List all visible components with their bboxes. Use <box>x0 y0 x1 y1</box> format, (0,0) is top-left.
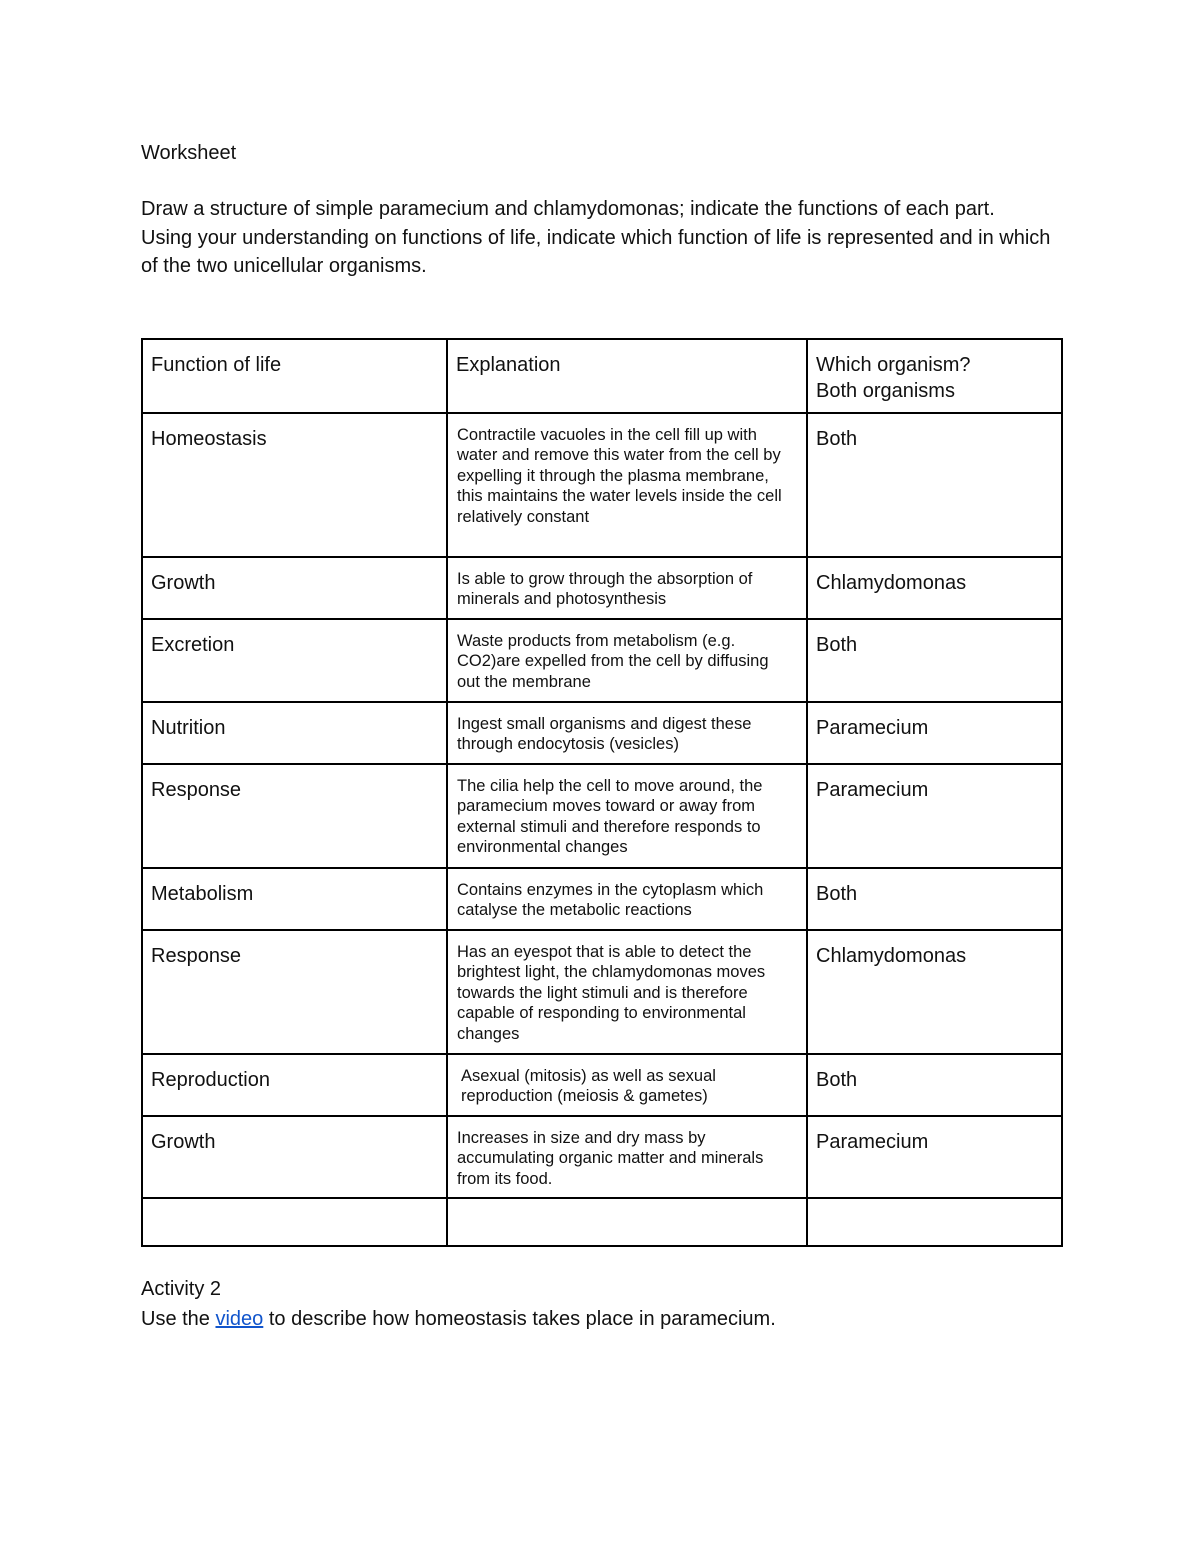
row-organism: Chlamydomonas <box>807 557 1062 619</box>
row-function: Excretion <box>142 619 447 702</box>
table-row <box>142 764 1062 868</box>
header-explanation: Explanation <box>447 339 807 413</box>
row-function: Metabolism <box>142 868 447 930</box>
table-header-row <box>142 339 1062 413</box>
row-function: Reproduction <box>142 1054 447 1116</box>
row-explanation: Increases in size and dry mass by accumulating organic matter and minerals from its food. <box>447 1116 807 1198</box>
activity-2-text-after: to describe how homeostasis takes place in paramecium. <box>263 1308 776 1330</box>
table-row <box>142 557 1062 619</box>
activity-2-section <box>141 1274 1061 1334</box>
table-row <box>142 930 1062 1054</box>
row-explanation: Has an eyespot that is able to detect the brightest light, the chlamydomonas moves towards the light stimuli and is therefore capable of responding to environmental changes <box>447 930 807 1054</box>
activity-2-instruction <box>141 1304 1061 1334</box>
functions-of-life-table <box>141 338 1063 1247</box>
row-organism: Both <box>807 619 1062 702</box>
empty-cell <box>142 1198 447 1246</box>
header-function: Function of life <box>142 339 447 413</box>
row-explanation: Waste products from metabolism (e.g. CO2)are expelled from the cell by diffusing out the membrane <box>447 619 807 702</box>
row-organism: Both <box>807 1054 1062 1116</box>
row-function: Response <box>142 764 447 868</box>
table-row-empty <box>142 1198 1062 1246</box>
table-row <box>142 868 1062 930</box>
row-function: Growth <box>142 1116 447 1198</box>
activity-2-text-before: Use the <box>141 1308 216 1330</box>
header-organism-both: Both organisms <box>816 380 955 402</box>
document-body <box>141 138 1061 281</box>
table-row <box>142 1116 1062 1198</box>
row-function: Nutrition <box>142 702 447 764</box>
row-organism: Paramecium <box>807 764 1062 868</box>
table-row <box>142 1054 1062 1116</box>
row-function: Response <box>142 930 447 1054</box>
row-explanation: Contractile vacuoles in the cell fill up with water and remove this water from the cell by expelling it through the plasma membrane, this maintains the water levels inside the cell relatively constant <box>447 413 807 557</box>
row-function: Homeostasis <box>142 413 447 557</box>
row-organism: Paramecium <box>807 1116 1062 1198</box>
video-link[interactable]: video <box>215 1308 264 1330</box>
row-organism: Paramecium <box>807 702 1062 764</box>
header-organism <box>807 339 1062 413</box>
header-organism-question: Which organism? <box>816 354 971 376</box>
empty-cell <box>807 1198 1062 1246</box>
row-organism: Both <box>807 868 1062 930</box>
row-organism: Both <box>807 413 1062 557</box>
instruction-draw: Draw a structure of simple paramecium and chlamydomonas; indicate the functions of each part. <box>141 198 995 220</box>
table-row <box>142 619 1062 702</box>
instruction-functions: Using your understanding on functions of life, indicate which function of life is represented and in which of the two unicellular organisms. <box>141 226 1051 277</box>
activity-2-heading: Activity 2 <box>141 1278 222 1300</box>
row-explanation: Ingest small organisms and digest these through endocytosis (vesicles) <box>447 702 807 764</box>
row-explanation: Is able to grow through the absorption of minerals and photosynthesis <box>447 557 807 619</box>
row-function: Growth <box>142 557 447 619</box>
table-row <box>142 702 1062 764</box>
row-organism: Chlamydomonas <box>807 930 1062 1054</box>
row-explanation: The cilia help the cell to move around, the paramecium moves toward or away from external stimuli and therefore responds to environmental changes <box>447 764 807 868</box>
document-title: Worksheet <box>141 142 237 164</box>
empty-cell <box>447 1198 807 1246</box>
table-row <box>142 413 1062 557</box>
row-explanation: Asexual (mitosis) as well as sexual reproduction (meiosis & gametes) <box>447 1054 807 1116</box>
row-explanation: Contains enzymes in the cytoplasm which catalyse the metabolic reactions <box>447 868 807 930</box>
